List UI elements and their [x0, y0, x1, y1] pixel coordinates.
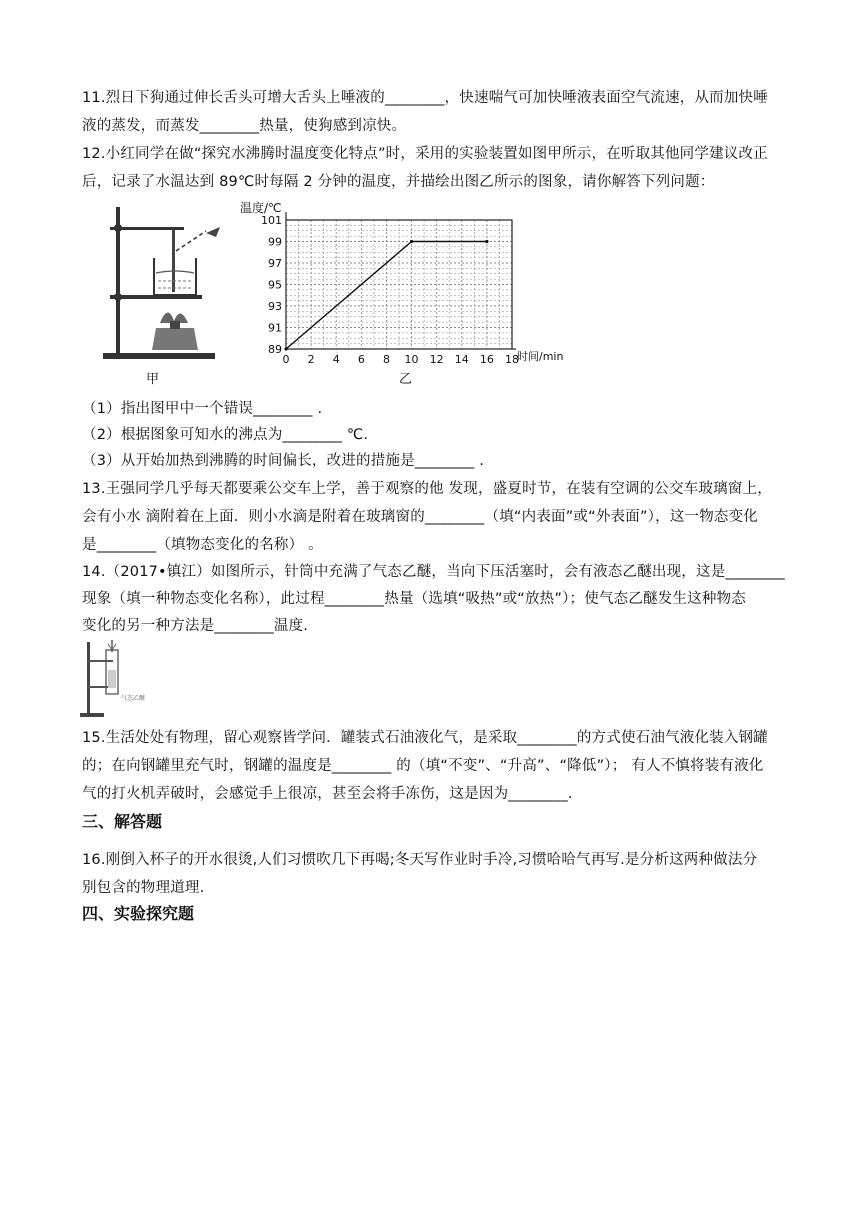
chart-y-label: 温度/℃ — [240, 201, 282, 215]
q13-line2: 会有小水 滴附着在上面．则小水滴是附着在玻璃窗的________（填“内表面”或“外表面”），这一物态变化 — [82, 509, 759, 525]
syringe-stand-base — [80, 713, 104, 717]
chart-data-point — [284, 347, 287, 350]
q14-line2: 现象（填一种物态变化名称），此过程________热量（选填“吸热”或“放热”）；使气态乙醚发生这种物态 — [82, 591, 746, 607]
sight-line — [176, 231, 206, 251]
eye-icon — [206, 227, 220, 237]
chart-y-tick-label: 95 — [268, 278, 282, 292]
chart-x-tick-label: 18 — [505, 353, 519, 366]
thermometer — [172, 230, 175, 292]
chart-x-tick-label: 8 — [382, 353, 390, 366]
chart-data-point — [410, 240, 413, 243]
q12-sub1: （1）指出图甲中一个错误________ . — [82, 401, 323, 417]
figure-jia-apparatus — [98, 203, 233, 388]
section-4-heading: 四、实验探究题 — [82, 904, 195, 923]
figure-jia-label: 甲 — [146, 372, 160, 387]
q13-line1: 13.王强同学几乎每天都要乘公交车上学，善于观察的他 发现，盛夏时节，在装有空调的公交车玻璃窗上， — [82, 481, 772, 497]
q16-line2: 别包含的物理道理. — [82, 880, 205, 896]
stand-base — [103, 353, 215, 359]
q12-line1: 12.小红同学在做“探究水沸腾时温度变化特点”时，采用的实验装置如图甲所示，在听取其他同学建议改正 — [82, 146, 768, 162]
chart-x-tick-label: 10 — [404, 353, 419, 366]
chart-y-tick-label: 93 — [268, 300, 282, 313]
q11-line1: 11.烈日下狗通过伸长舌头可增大舌头上唾液的________，快速喘气可加快唾液表面空气流速，从而加快唾 — [82, 90, 768, 106]
chart-x-tick-label: 2 — [307, 353, 315, 366]
q13-line3: 是________（填物态变化的名称） 。 — [82, 537, 323, 553]
chart-y-tick-label: 97 — [268, 257, 282, 270]
q14-line3: 变化的另一种方法是________温度. — [82, 618, 309, 634]
figure-yi-label: 乙 — [399, 372, 413, 387]
figure-syringe — [80, 640, 146, 718]
chart-y-tick-label: 91 — [268, 321, 282, 335]
chart-y-tick-label: 99 — [268, 235, 282, 249]
q16-line1: 16.刚倒入杯子的开水很烫,人们习惯吹几下再喝;冬天写作业时手冷,习惯哈哈气再写.是分析这两种做法分 — [82, 852, 758, 868]
chart-x-tick-label: 14 — [454, 353, 469, 366]
alcohol-lamp — [152, 328, 198, 350]
figure-yi-chart — [236, 198, 596, 390]
chart-x-tick-label: 0 — [282, 353, 290, 366]
chart-y-tick-label: 89 — [268, 343, 282, 356]
q14-line1: 14.（2017•镇江）如图所示，针筒中充满了气态乙醚，当向下压活塞时，会有液态乙醚出现，这是________ — [82, 564, 786, 580]
q12-sub3: （3）从开始加热到沸腾的时间偏长，改进的措施是________ . — [82, 453, 485, 469]
section-3-heading: 三、解答题 — [82, 812, 163, 831]
chart-x-tick-label: 12 — [429, 353, 444, 366]
syringe-label: 气态乙醚 — [121, 695, 146, 702]
chart-y-tick-label: 101 — [261, 214, 282, 227]
chart-x-tick-label: 4 — [332, 353, 340, 366]
chart-x-label: 时间/min — [517, 350, 564, 363]
q15-line1: 15.生活处处有物理，留心观察皆学问．罐装式石油液化气，是采取________的方式使石油气液化装入钢罐 — [82, 730, 768, 746]
chart-x-tick-label: 16 — [479, 353, 494, 366]
chart-data-point — [485, 240, 488, 243]
q12-sub2: （2）根据图象可知水的沸点为________ ℃. — [82, 427, 369, 443]
chart-x-tick-label: 6 — [357, 353, 365, 366]
q15-line2: 的；在向钢罐里充气时，钢罐的温度是________ 的（填“不变”、“升高”、“降低”）； 有人不慎将装有液化 — [82, 758, 764, 774]
q15-line3: 气的打火机弄破时，会感觉手上很凉，甚至会将手冻伤，这是因为________. — [82, 786, 573, 802]
q11-line2: 液的蒸发，而蒸发________热量，使狗感到凉快。 — [82, 118, 407, 134]
syringe-stand-rod — [87, 642, 90, 714]
q12-line2: 后，记录了水温达到 89℃时每隔 2 分钟的温度，并描绘出图乙所示的图象，请你解答下列问题： — [82, 174, 715, 190]
